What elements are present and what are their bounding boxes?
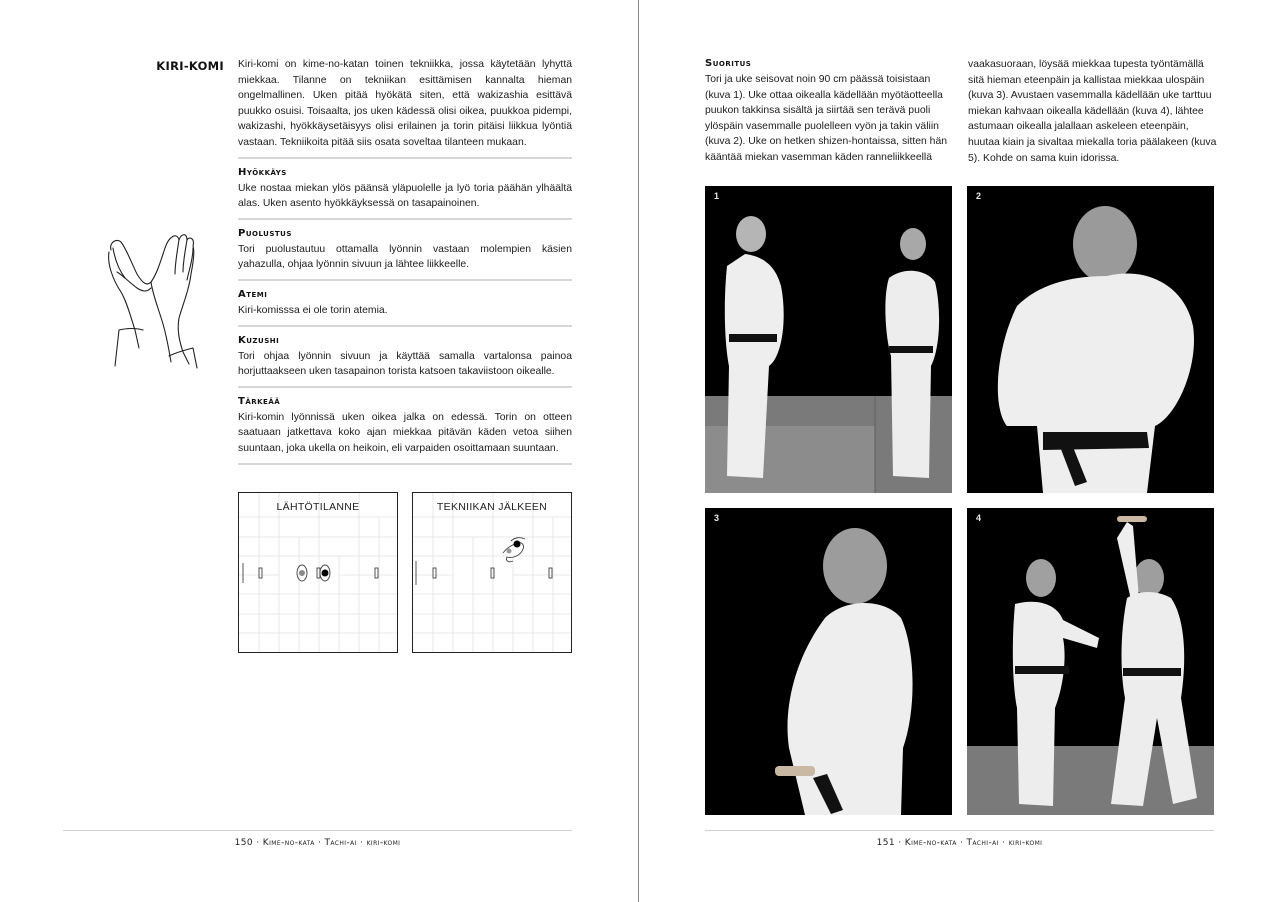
technique-title: KIRI-KOMI	[156, 59, 224, 73]
right-text-column-2	[968, 57, 1218, 166]
diagram-after-technique	[412, 492, 572, 653]
diagram-start-position	[238, 492, 398, 653]
section-hyokkays	[238, 166, 572, 212]
yahazu-hands-illustration	[103, 230, 201, 372]
section-puolustus	[238, 227, 572, 273]
photo-1	[705, 186, 952, 493]
photo-number: 2	[976, 191, 982, 201]
diagram-label: TEKNIIKAN JÄLKEEN	[436, 501, 548, 513]
section-heading: Atemi	[238, 288, 268, 300]
footer-rule	[705, 830, 1214, 831]
suoritus-text-part2: vaakasuoraan, löysää miekkaa tupesta työntämällä sitä hieman eteenpäin ja kallistaa miekkaa ulospäin (kuva 3). Avustaen vasemmalla kädellään uke tarttuu miekan kahvaan oikealla kädellään (kuva 4), lähtee astumaan oikealla jalallaan askeleen eteenpäin, huutaa kiain ja sivaltaa miekalla toria päälakeen (kuva 5). Kohde on sama kuin idorissa.	[968, 59, 1217, 164]
section-divider	[238, 279, 572, 281]
photo-number: 4	[976, 513, 982, 523]
photo-number: 3	[714, 513, 720, 523]
section-heading-suoritus: Suoritus	[705, 58, 752, 69]
section-divider	[238, 157, 572, 159]
photo-3	[705, 508, 952, 815]
section-text: Tori ohjaa lyönnin sivuun ja käyttää samalla vartalonsa painoa horjuttaakseen uken tasapainon torista katsoen takaviistoon oikealle.	[238, 350, 572, 378]
book-spine	[638, 0, 639, 902]
section-heading: Kuzushi	[238, 334, 280, 346]
section-atemi	[238, 288, 572, 319]
right-text-column-1	[705, 57, 955, 166]
footer-rule	[63, 830, 572, 831]
page-footer-left: 150 · Kime-no-kata · Tachi-ai · kiri-komi	[234, 838, 401, 848]
section-divider	[238, 325, 572, 327]
intro-paragraph: Kiri-komi on kime-no-katan toinen tekniikka, jossa käytetään lyhyttä miekkaa. Tilanne on tekniikan esittämisen kannalta hieman ongelmallinen. Uken pitää hyökätä siten, että wakizashia esittävä puukko osuisi. Toisaalta, jos uken kädessä olisi oikea, puukkoa pidempi, wakizashi, hyökkäysetäisyys olisi erilainen ja torin pitäisi liikkua lyöntiä vastaan. Tekniikoita pitää siis osata soveltaa tilanteen mukaan.	[238, 59, 572, 148]
left-text-column	[238, 57, 572, 472]
section-divider	[238, 218, 572, 220]
section-text: Kiri-komisssa ei ole torin atemia.	[238, 304, 388, 316]
section-divider	[238, 386, 572, 388]
section-heading: Puolustus	[238, 227, 292, 239]
diagram-label: LÄHTÖTILANNE	[276, 501, 360, 513]
section-divider	[238, 463, 572, 465]
suoritus-text-part1: Tori ja uke seisovat noin 90 cm päässä toisistaan (kuva 1). Uke ottaa oikealla kädellään myötäotteella puukon takkinsa sisältä ja siirtää sen terävä puoli ylöspäin vasemmalle puolelleen vyön ja takin väliin (kuva 2). Uke on hetken shizen-hontaissa, sitten hän kääntää miekan vasemman käden ranneliikkeellä	[705, 74, 948, 163]
page-footer-right: 151 · Kime-no-kata · Tachi-ai · kiri-komi	[876, 838, 1043, 848]
section-text: Kiri-komin lyönnissä uken oikea jalka on edessä. Torin on otteen saatuaan jatkettava koko ajan miekkaa pitävän käden vetoa siihen suuntaan, joka ukella on heikoin, eli varpaiden osoittamaan suuntaan.	[238, 411, 572, 454]
section-text: Tori puolustautuu ottamalla lyönnin vastaan molempien käsien yahazulla, ohjaa lyönnin sivuun ja lähtee liikkeelle.	[238, 243, 572, 271]
photo-number: 1	[714, 191, 720, 201]
section-heading: Tärkeää	[238, 395, 281, 407]
photo-2	[967, 186, 1214, 493]
section-kuzushi	[238, 334, 572, 380]
photo-4	[967, 508, 1214, 815]
section-text: Uke nostaa miekan ylös päänsä yläpuolelle ja lyö toria päähän ylhäältä alas. Uken asento hyökkäyksessä on tasapainoinen.	[238, 182, 572, 210]
section-tarkeaa	[238, 395, 572, 457]
section-heading: Hyökkäys	[238, 166, 287, 178]
